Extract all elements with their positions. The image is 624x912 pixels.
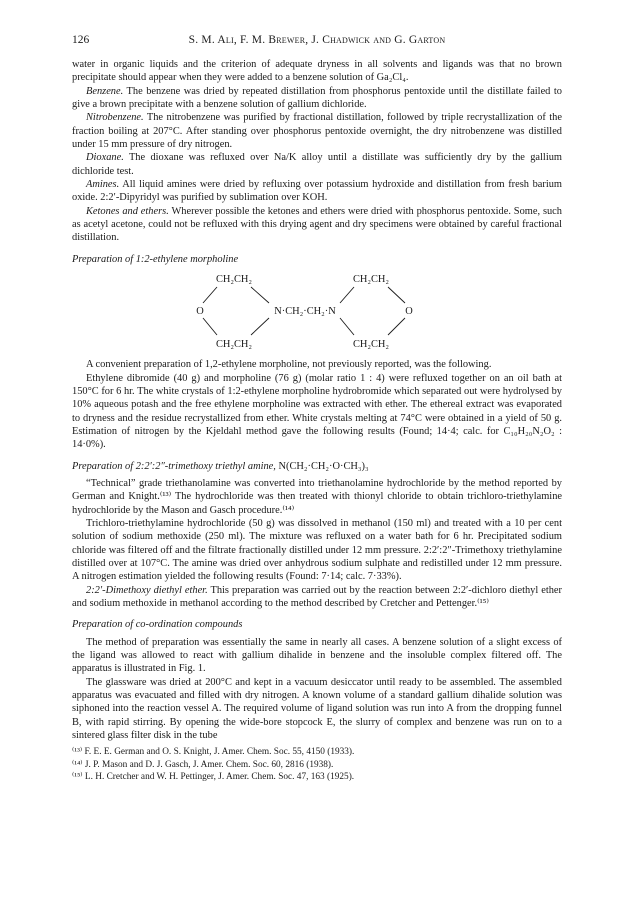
benzene-text: The benzene was dried by repeated distillation from phosphorus pentoxide until the distillate failed to give a brown precipitate with a benzene solution of gallium dichloride. [72,85,562,111]
nitrobenzene-paragraph [72,111,562,151]
ketones-heading: Ketones and ethers. [86,205,169,217]
page-number: 126 [72,34,90,46]
dimethoxy-paragraph [72,584,562,611]
intro-paragraph: water in organic liquids and the criterion of adequate dryness in all solvents and ligands was that no brown precipitate should appear when they were added to a benzene solution of Ga₂Cl₄. [72,59,562,84]
trimethoxy-heading-formula: N(CH₂·CH₂·O·CH₃)₃ [275,460,369,472]
coordination-method: The method of preparation was essentially the same in nearly all cases. A benzene solution of a slight excess of the ligand was allowed to react with gallium dihalide in benzene and the insoluble complex filtered off. The apparatus is illustrated in Fig. 1. [72,636,562,675]
section-heading-coordination: Preparation of co-ordination compounds [72,619,243,631]
running-header [72,34,562,50]
nitrobenzene-heading: Nitrobenzene. [86,112,144,124]
bond-n-bl [251,318,269,335]
article-body [72,58,562,783]
footnote-15: ⁽¹⁵⁾ L. H. Cretcher and W. H. Pettinger, J. Amer. Chem. Soc. 47, 163 (1925). [72,771,355,782]
ethylene-morpholine-structure [72,270,562,353]
bond-o-bl [203,318,217,335]
structure-svg [72,270,562,353]
ch2ch2-bottom-left: CH₂CH₂ [215,339,253,351]
dioxane-paragraph [72,151,562,178]
bond-tl-o [203,287,217,303]
dimethoxy-text: This preparation was carried out by the reaction between 2:2′-dichloro diethyl ether and sodium methoxide in methanol according to the method described by Cretcher and Pettenger.⁽¹⁵⁾ [72,584,562,609]
ketones-paragraph [72,205,562,245]
authors-line: S. M. Ali, F. M. Brewer, J. Chadwick and G. Garton [188,34,446,46]
oxygen-right: O [405,306,413,318]
ch2ch2-top-right: CH₂CH₂ [352,274,390,286]
footnote-13: ⁽¹³⁾ F. E. E. German and O. S. Knight, J. Amer. Chem. Soc. 55, 4150 (1933). [72,747,355,758]
dioxane-heading: Dioxane. [86,152,124,164]
section-heading-trimethoxy-amine [72,460,562,473]
amines-text: All liquid amines were dried by refluxing over potassium hydroxide and distillation from fresh barium oxide. 2:2′-Dipyridyl was purified by sublimation over KOH. [72,179,562,204]
ch2ch2-top-left: CH₂CH₂ [215,274,253,286]
bond-tr-o [388,287,405,303]
trichloro-paragraph: Trichloro-triethylamine hydrochloride (50 g) was dissolved in methanol (150 ml) and treated with a 10 per cent solution of sodium methoxide (250 ml). The mixture was refluxed on a water bath for 6 hr. Precipitated sodium chloride was filtered off and the filtrate fractionally distilled under 12 mm pressure. 2:2′:2″-Trimethoxy triethylamine distilled over at 107°C. The amine was dried over anhydrous sodium sulphate and redistilled under 12 mm pressure. A nitrogen estimation yielded the following results (Found: 7·14; calc. 7·33%). [72,517,562,583]
ch2ch2-bottom-right: CH₂CH₂ [352,339,390,351]
dimethoxy-heading: 2:2′-Dimethoxy diethyl ether. [86,584,208,596]
triethanolamine-paragraph: “Technical” grade triethanolamine was converted into triethanolamine hydrochloride by the method reported by German and Knight.⁽¹³⁾ The hydrochloride was then treated with thionyl chloride to obtain trichloro-triethylamine hydrochloride by the Mason and Gasch procedure.⁽¹⁴⁾ [72,477,562,516]
bond-tr-n [340,287,354,303]
ethylene-bridge: N·CH₂·CH₂·N [274,306,336,318]
morpholine-intro: A convenient preparation of 1,2-ethylene morpholine, not previously reported, was the following. [86,359,492,371]
amines-paragraph [72,178,562,205]
footnote-14: ⁽¹⁴⁾ J. P. Mason and D. J. Gasch, J. Amer. Chem. Soc. 60, 2816 (1938). [72,759,334,770]
oxygen-left: O [196,306,204,318]
bond-n-br [340,318,354,335]
benzene-heading: Benzene. [86,85,124,97]
nitrobenzene-text: The nitrobenzene was purified by fractional distillation, followed by triple recrystallization of the fraction boiling at 207°C. After standing over phosphorus pentoxide overnight, the dry nitrobenzene was distilled under 15 mm pressure of dry nitrogen. [72,112,562,151]
coordination-apparatus: The glassware was dried at 200°C and kept in a vacuum desiccator until ready to be assembled. The assembled apparatus was evacuated and filled with dry nitrogen. A known volume of a standard gallium dihalide solution was siphoned into the reaction vessel A. The required volume of ligand solution was run into A from the dropping funnel B, with rapid stirring. By opening the wide-bore stopcock E, the slurry of complex and benzene was run on to a sintered glass filter disk in the tube [72,676,562,742]
benzene-paragraph [72,85,562,112]
trimethoxy-heading-text: Preparation of 2:2′:2″-trimethoxy triethyl amine, [72,460,276,472]
ketones-text: Wherever possible the ketones and ethers were dried with phosphorus pentoxide. Some, such as acetyl acetone, could not be refluxed with this drying agent and dry specimens were obtained by careful fractional distillation. [72,205,562,244]
bond-o-br [388,318,405,335]
section-heading-ethylene-morpholine: Preparation of 1:2-ethylene morpholine [72,253,239,265]
amines-heading: Amines. [86,179,120,191]
dioxane-text: The dioxane was refluxed over Na/K alloy until a distillate was sufficiently dry by the gallium dichloride test. [72,152,562,177]
bond-tl-n [251,287,269,303]
morpholine-procedure: Ethylene dibromide (40 g) and morpholine (76 g) (molar ratio 1 : 4) were refluxed together on an oil bath at 150°C for 6 hr. The white crystals of 1:2-ethylene morpholine hydrobromide which separated out were hydrolysed by 10% aqueous potash and the free ethylene morpholine was extracted with ether. The ethereal extract was evaporated to dryness and the residue recrystallized from ether. White crystals melting at 74°C were obtained in a yield of 50 g. Estimation of nitrogen by the Kjeldahl method gave the following results (Found; 14·4; calc. for C₁₀H₂₀N₂O₂ : 14·0%). [72,372,562,451]
